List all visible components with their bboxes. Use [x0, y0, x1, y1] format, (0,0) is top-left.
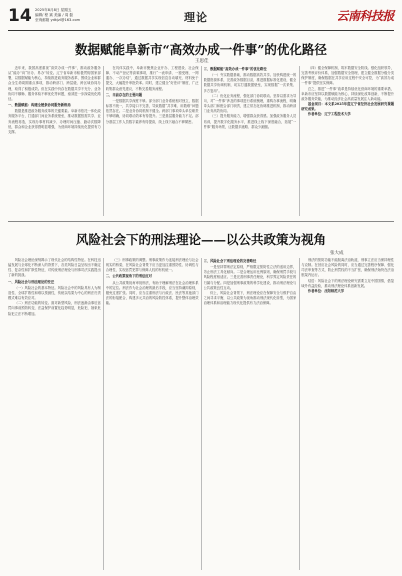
article2-column — [301, 258, 394, 570]
article1-column — [8, 66, 101, 216]
column-separator — [103, 258, 104, 570]
paragraph: 近年来，我国高度重视“高效办成一件事”，推动政务服务从“能办”向“好办、易办”转变。辽宁省阜新市积极贯彻国家部署，以数据赋能为核心，持续推进政务服务改革，围绕企业和群众全生命周期重点事项，推动跨部门、跨层级、跨区域协同办理，取得了积极成效。但在实践中仍存在数据共享不充分、业务协同不顺畅、服务体验不够优化等问题，亟须进一步探索优化路径。 — [8, 66, 101, 101]
editor-line: 编辑/ 程 斌 美编 / 周 磊 — [35, 13, 74, 18]
section-heading: 二、当前存在的主要问题 — [105, 92, 143, 97]
paragraph: 风险社会理论深刻揭示了现代社会的结构性特征。在科技迅猛发展与全球化不断深入的背景下，各类风险日益呈现出不确定性、复杂性和扩散性特征，对传统刑法理论与刑事司法实践提出了新的挑战。 — [8, 258, 101, 278]
paragraph: 一是数据共享深度不够。部分部门业务系统相对独立，数据标准不统一，共享接口不完善，导致数据“共享难、用数难”问题依然存在。二是业务协同机制不健全。跨部门事项牵头单位职责不够明确，协同联动效率有待提升。三是基层服务能力不足。部分基层工作人员数字素养有待提高，线上线下融合不够紧密。 — [105, 98, 199, 124]
page-number: 14 — [8, 6, 32, 26]
paragraph: 结语：风险社会下的刑法理论研究需要立足中国国情，借鉴域外有益经验，推动刑法理论体系创新发展。 — [301, 278, 394, 288]
article-note: 作者单位：辽宁工程技术大学 — [307, 112, 351, 117]
header-meta — [35, 8, 80, 24]
section-title: 理论 — [184, 11, 208, 24]
article2-column — [106, 258, 199, 570]
column-separator — [299, 66, 300, 216]
column-separator — [201, 66, 202, 216]
paragraph: （二）刑法功能的转变。面对新型风险，刑法逐渐由事后惩罚向事前预防转变，法益保护前置化趋势明显，危险犯、抽象危险犯立法不断增加。 — [8, 301, 101, 316]
article2-author: 张大成 — [330, 251, 344, 256]
email-line: 至询邮箱 ydkjzl@163.com — [35, 18, 81, 23]
date-line: 2025年8月8日 星期五 — [35, 8, 72, 12]
article-note: 基金项目：本文系2025年度辽宁省经济社会发展研究课题研究成果。 — [301, 102, 394, 112]
section-heading: 一、数据赋能：构建全链条协同服务新格局 — [8, 103, 71, 108]
article1-column — [204, 66, 297, 216]
column-separator — [103, 66, 104, 216]
paragraph: 数据是推进政务服务改革的关键要素。阜新市依托一体化政务服务平台，打通部门间业务系统壁垒，推动数据按需共享、业务流程再造，实现办事材料减少、办理时间压缩、跑动次数降低，群众和企业获得感明显增强，为营商环境持续优化提供有力支撑。 — [8, 109, 101, 134]
article1-title: 数据赋能阜新市“高效办成一件事”的优化路径 — [75, 42, 327, 57]
paragraph: 综上，风险社会背景下，刑法理论应在保障安全与维护自由之间寻求平衡，以公共政策为视角推动刑法现代化转型，为国家治理体系和治理能力现代化提供有力法治保障。 — [203, 290, 297, 306]
paragraph: 在具体实践中，阜新市聚焦企业开办、工程建设、社会保障、不动产登记等高频事项，推行“一表申请、一窗受理、一网通办、一次办结”，通过数据共享实现信息自动填充、材料免于提交，大幅提升审批效率。同时，建立健全“好差评”制度，广泛收集群众意见建议，不断完善服务流程。 — [105, 66, 199, 91]
paragraph: 刑法的预防功能不能脱离法治轨道，刑事立法应当保持理性与克制。在回应社会风险的同时，应当通过完善程序保障、强化司法审查等方式，防止刑罚权的不当扩张，确保刑法始终在法治框架内运行。 — [301, 258, 394, 278]
section-heading: 三、风险社会下刑法理论的完善路径 — [203, 259, 257, 263]
paragraph: （三）刑事政策的调整。刑事政策作为连接刑法理论与社会现实的桥梁，在风险社会背景下应当更加注重预防性、协调性与合理性，实现惩罚犯罪与保障人权的有机统一。 — [105, 258, 199, 273]
section-heading: 三、数据赋能“高效办成一件事”的优化路径 — [203, 67, 267, 71]
section-heading: 一、风险社会与刑法理论的变迁 — [8, 279, 55, 284]
paragraph: （二）优化业务流程，强化部门协同联动。坚持以需求为导向，对“一件事”涉及的事项进行系统梳理，重构办事流程，明确牵头部门和配合部门职责，建立常态化协调推进机制，推动跨部门业务高效协同。 — [203, 93, 297, 114]
paragraph: （一）夯实数据基础，推动数据高效共享。加快构建统一的数据资源体系，完善政务数据目录，推进数据标准化建设，健全数据共享协调机制，切实打通数据壁垒，实现数据“一次采集、多方复用”。 — [203, 73, 297, 93]
article2-column — [204, 258, 297, 570]
section-heading: 二、公共政策视角下的刑法应对 — [105, 274, 152, 279]
article1-column — [301, 66, 394, 216]
page-header — [8, 7, 394, 29]
header-rule — [8, 30, 394, 31]
paragraph: 总之，推进“一件事”改革是持续优化营商环境的重要举措，阜新市应坚持以数据赋能为核心，持续深化改革创新，不断提升政务服务效能，为推动经济社会高质量发展注入新动能。 — [301, 86, 394, 101]
article2-title: 风险社会下的刑法理论——以公共政策为视角 — [75, 232, 326, 247]
paragraph: （四）健全保障机制，筑牢数据安全防线。强化组织领导，完善考核评价体系，加强数据安全管理，建立健全数据分级分类保护制度，确保数据在共享应用过程中安全可控，为“高效办成一件事”提供坚实保障。 — [301, 66, 394, 86]
article1-column — [106, 66, 199, 216]
column-separator — [201, 258, 202, 570]
paragraph: 一是坚持罪刑法定原则，严格限定预防性立法的适用边界，防止刑法工具化倾向。二是合理运用比例原则，确保刑罚手段与风险程度相适应。三是完善刑事责任理论，科学界定风险责任的归属与分配。四是加强刑事政策的科学化建设，推动刑法理论与公共政策良性互动。 — [203, 265, 297, 290]
article-divider — [8, 221, 394, 222]
paragraph: （三）提升服务能力，增强群众获得感。加强政务服务人员培训，提升数字化服务水平，推进线上线下深度融合，拓展“一件事”服务场景，让数据多跑路、群众少跑腿。 — [203, 114, 297, 129]
paragraph: （一）风险社会的基本特征。风险社会中的风险具有人为制造性、全球扩散性和难以预测性，传统以结果为中心的刑法归责模式难以有效应对。 — [8, 285, 101, 301]
paragraph: 从公共政策视角审视刑法，有助于理解刑法在社会治理体系中的定位。刑法作为社会治理的最后手段，应当坚持谦抑原则，避免过度扩张。同时，应当注重刑法与行政法、民法等其他部门法的衔接配合，构建多元共治的风险防控体系，提升整体治理效能。 — [105, 280, 199, 306]
masthead-logo: 云南科技报 — [336, 9, 394, 23]
article1-author: 王思佳 — [195, 59, 209, 64]
article-note: 作者单位：沈阳师范大学 — [307, 288, 345, 293]
article2-column — [8, 258, 101, 570]
column-separator — [299, 258, 300, 570]
